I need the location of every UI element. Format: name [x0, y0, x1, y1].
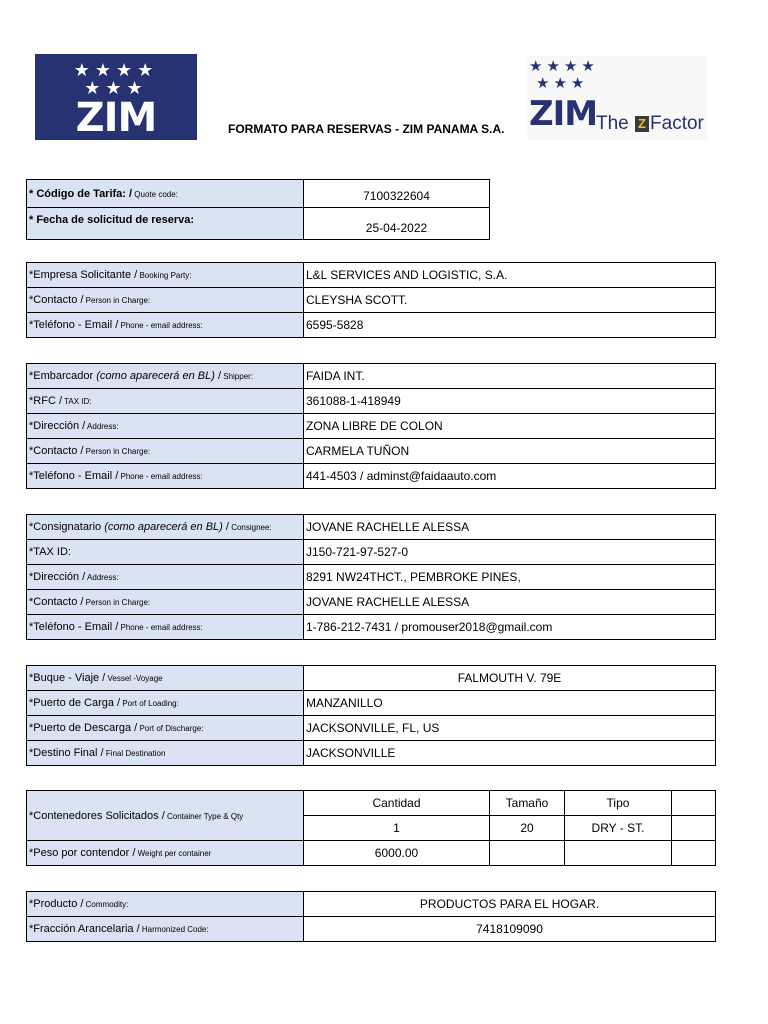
- shipper-rfc-label: *RFC / TAX ID:: [27, 389, 304, 414]
- containers-label: *Contenedores Solicitados / Container Type & Qty: [27, 791, 304, 841]
- harmonized-code-value[interactable]: 7418109090: [304, 917, 716, 942]
- shipper-contact-label: *Contacto / Person in Charge:: [27, 439, 304, 464]
- shipper-address-value[interactable]: ZONA LIBRE DE COLON: [304, 414, 716, 439]
- shipper-phone-label: *Teléfono - Email / Phone - email address:: [27, 464, 304, 489]
- quote-code-value[interactable]: 7100322604: [304, 180, 490, 208]
- quote-table: [26, 179, 490, 240]
- shipper-rfc-value[interactable]: 361088-1-418949: [304, 389, 716, 414]
- booking-party-table: [26, 262, 716, 338]
- zim-the-z-factor-logo: ★★★★ ★★★ ZIM The Z Factor: [527, 56, 707, 140]
- final-destination-value[interactable]: JACKSONVILLE: [304, 741, 716, 766]
- size-header: Tamaño: [490, 791, 565, 816]
- z-badge-icon: Z: [635, 116, 649, 132]
- consignee-address-value[interactable]: 8291 NW24THCT., PEMBROKE PINES,: [304, 565, 716, 590]
- shipper-table: [26, 363, 716, 489]
- type-value[interactable]: DRY - ST.: [565, 816, 672, 841]
- port-of-loading-label: *Puerto de Carga / Port of Loading:: [27, 691, 304, 716]
- quantity-value[interactable]: 1: [304, 816, 490, 841]
- shipper-contact-value[interactable]: CARMELA TUÑON: [304, 439, 716, 464]
- consignee-table: [26, 514, 716, 640]
- port-of-discharge-value[interactable]: JACKSONVILLE, FL, US: [304, 716, 716, 741]
- commodity-table: [26, 891, 716, 942]
- commodity-value[interactable]: PRODUCTOS PARA EL HOGAR.: [304, 892, 716, 917]
- consignee-value[interactable]: JOVANE RACHELLE ALESSA: [304, 515, 716, 540]
- request-date-value[interactable]: 25-04-2022: [304, 208, 490, 240]
- type-header: Tipo: [565, 791, 672, 816]
- consignee-contact-value[interactable]: JOVANE RACHELLE ALESSA: [304, 590, 716, 615]
- booking-contact-value[interactable]: CLEYSHA SCOTT.: [304, 288, 716, 313]
- harmonized-code-label: *Fracción Arancelaria / Harmonized Code:: [27, 917, 304, 942]
- booking-party-value[interactable]: L&L SERVICES AND LOGISTIC, S.A.: [304, 263, 716, 288]
- consignee-tax-label: *TAX ID:: [27, 540, 304, 565]
- weight-label: *Peso por contendor / Weight per container: [27, 841, 304, 866]
- shipper-phone-value[interactable]: 441-4503 / adminst@faidaauto.com: [304, 464, 716, 489]
- consignee-phone-label: *Teléfono - Email / Phone - email address:: [27, 615, 304, 640]
- extra-header: [672, 791, 716, 816]
- commodity-section: [26, 891, 716, 942]
- quote-code-label: * Código de Tarifa: / Quote code:: [27, 180, 304, 208]
- consignee-address-label: *Dirección / Address:: [27, 565, 304, 590]
- booking-party-label: *Empresa Solicitante / Booking Party:: [27, 263, 304, 288]
- quantity-header: Cantidad: [304, 791, 490, 816]
- port-of-loading-value[interactable]: MANZANILLO: [304, 691, 716, 716]
- booking-phone-label: *Teléfono - Email / Phone - email address:: [27, 313, 304, 338]
- consignee-contact-label: *Contacto / Person in Charge:: [27, 590, 304, 615]
- size-value[interactable]: 20: [490, 816, 565, 841]
- weight-empty-cell[interactable]: [565, 841, 672, 866]
- voyage-table: [26, 665, 716, 766]
- vessel-voyage-value[interactable]: FALMOUTH V. 79E: [304, 666, 716, 691]
- containers-table: [26, 790, 716, 866]
- weight-value[interactable]: 6000.00: [304, 841, 490, 866]
- final-destination-label: *Destino Final / Final Destination: [27, 741, 304, 766]
- booking-contact-label: *Contacto / Person in Charge:: [27, 288, 304, 313]
- shipper-address-label: *Dirección / Address:: [27, 414, 304, 439]
- weight-empty-cell[interactable]: [672, 841, 716, 866]
- consignee-label: *Consignatario (como aparecerá en BL) / Consignee:: [27, 515, 304, 540]
- consignee-tax-value[interactable]: J150-721-97-527-0: [304, 540, 716, 565]
- port-of-discharge-label: *Puerto de Descarga / Port of Discharge:: [27, 716, 304, 741]
- shipper-value[interactable]: FAIDA INT.: [304, 364, 716, 389]
- shipper-label: *Embarcador (como aparecerá en BL) / Shipper:: [27, 364, 304, 389]
- consignee-phone-value[interactable]: 1-786-212-7431 / promouser2018@gmail.com: [304, 615, 716, 640]
- zim-logo: ★★★★ ★★★ ZIM: [35, 54, 197, 140]
- weight-empty-cell[interactable]: [490, 841, 565, 866]
- extra-value[interactable]: [672, 816, 716, 841]
- vessel-voyage-label: *Buque - Viaje / Vessel -Voyage: [27, 666, 304, 691]
- commodity-label: *Producto / Commodity:: [27, 892, 304, 917]
- document-title: FORMATO PARA RESERVAS - ZIM PANAMA S.A.: [228, 122, 505, 136]
- request-date-label: * Fecha de solicitud de reserva:: [27, 208, 304, 240]
- booking-phone-value[interactable]: 6595-5828: [304, 313, 716, 338]
